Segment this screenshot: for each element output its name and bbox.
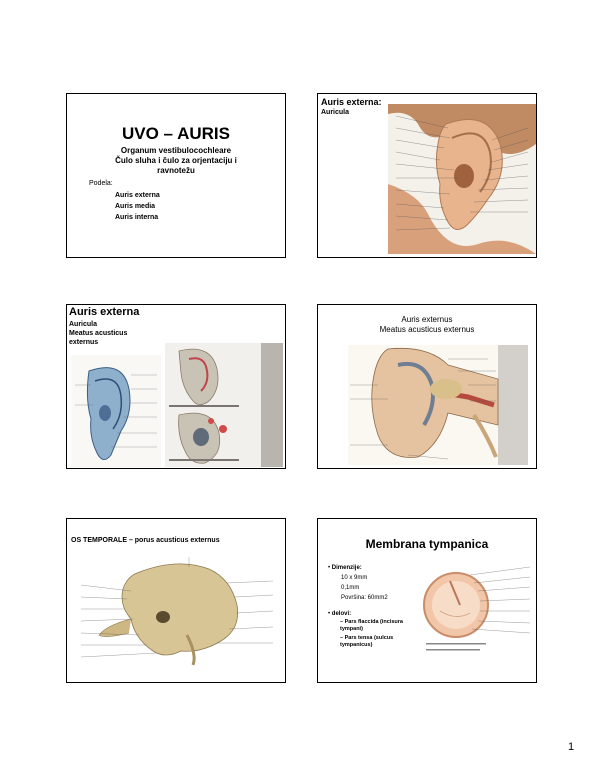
- slide-title: [318, 315, 536, 335]
- slide-subtitle: [69, 320, 127, 347]
- slide-5: [66, 518, 286, 683]
- slide-1: [66, 93, 286, 258]
- subtitle-line: Čulo sluha i čulo za orjentaciju i: [115, 156, 237, 165]
- slide-4: [317, 304, 537, 469]
- subtitle-line: ravnotežu: [157, 166, 195, 175]
- auricula-photo: [388, 104, 536, 254]
- part-item: – Pars tensa (sulcus tympanicus): [340, 635, 394, 648]
- slide-2: [317, 93, 537, 258]
- list-item: Auris interna: [115, 214, 159, 221]
- division-list: [115, 190, 160, 223]
- page-number: 1: [568, 741, 575, 753]
- title-line: Meatus acusticus externus: [379, 325, 475, 334]
- subtitle-line: externus: [69, 339, 99, 346]
- slide-title: OS TEMPORALE – porus acusticus externus: [71, 537, 220, 544]
- ear-cartilage-figures: [165, 343, 283, 467]
- list-item: Auris externa: [115, 192, 160, 199]
- title-line: Auris externus: [401, 315, 453, 324]
- part-item: – Pars flaccida (incisura tympani): [340, 619, 403, 632]
- ear-canal-illustration: [348, 345, 528, 465]
- slide-title: Auris externa: [69, 306, 140, 318]
- slide-title: UVO – AURIS: [121, 124, 230, 143]
- subtitle-line: Organum vestibulocochleare: [120, 146, 232, 155]
- subtitle-line: Meatus acusticus: [69, 330, 128, 337]
- slide-title: Auris externa:: [321, 97, 382, 107]
- podela-label: Podela:: [89, 180, 113, 187]
- bullet-dimenzije: • Dimenzije:: [328, 565, 362, 571]
- auricula-illustration: [71, 355, 161, 467]
- bullet-label: delovi:: [331, 611, 352, 617]
- bullet-label: Dimenzije:: [331, 565, 362, 571]
- slide-bullets: [328, 563, 412, 649]
- slide-title: Membrana tympanica: [365, 537, 489, 551]
- slide-subtitle: Auricula: [321, 109, 350, 116]
- slide-subtitle: [67, 146, 285, 176]
- subtitle-line: Auricula: [69, 321, 98, 328]
- temporal-bone-illustration: [77, 555, 277, 667]
- bullet-delovi: • delovi:: [328, 611, 352, 617]
- slide-6: [317, 518, 537, 683]
- slide-3: [66, 304, 286, 469]
- dim-line: Površina: 60mm2: [341, 595, 388, 601]
- tympanic-membrane-illustration: [420, 561, 534, 659]
- dim-line: 10 x 9mm: [341, 575, 368, 581]
- list-item: Auris media: [115, 203, 156, 210]
- dim-line: 0,1mm: [341, 585, 360, 591]
